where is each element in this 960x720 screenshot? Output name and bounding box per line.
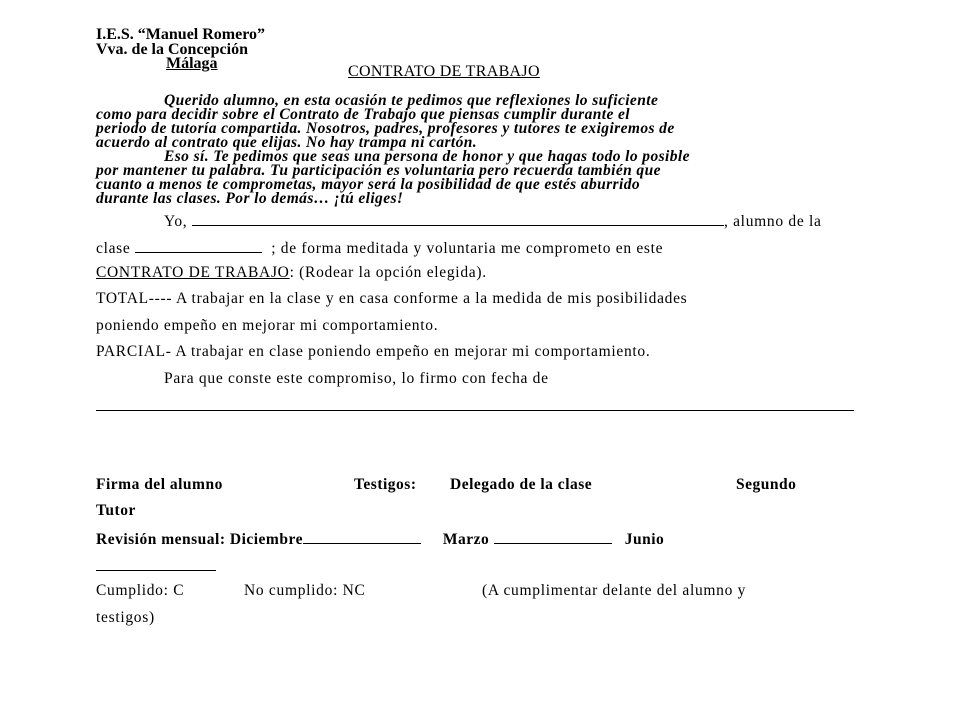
intro-line-4: acuerdo al contrato que elijas. No hay trampa ni cartón. bbox=[96, 134, 478, 151]
rodear-text: : (Rodear la opción elegida). bbox=[289, 264, 487, 281]
no-cumplido-label: No cumplido: NC bbox=[244, 582, 366, 599]
yo-label: Yo, bbox=[164, 213, 188, 230]
total-label[interactable]: TOTAL bbox=[96, 290, 149, 307]
segundo-label: Segundo bbox=[736, 476, 797, 493]
parcial-text: - A trabajar en clase poniendo empeño en mejorar mi comportamiento. bbox=[165, 343, 651, 360]
name-line bbox=[164, 212, 822, 230]
cumplimentar-text: (A cumplimentar delante del alumno y bbox=[482, 582, 747, 599]
firma-alumno-label: Firma del alumno bbox=[96, 476, 223, 493]
city-name: Málaga bbox=[166, 55, 218, 72]
student-name-field[interactable] bbox=[192, 212, 724, 226]
intro-line-8: durante las clases. Por lo demás… ¡tú eliges! bbox=[96, 190, 404, 207]
testigos-close-text: testigos) bbox=[96, 609, 155, 626]
marzo-field[interactable] bbox=[494, 530, 612, 544]
intro-line-7: cuanto a menos te comprometas, mayor será la posibilidad de que estés aburrido bbox=[96, 176, 640, 193]
total-text: ---- A trabajar en la clase y en casa conforme a la medida de mis posibilidades bbox=[148, 290, 688, 307]
contract-label: CONTRATO DE TRABAJO bbox=[96, 264, 290, 281]
junio-label: Junio bbox=[624, 531, 665, 548]
total-text-cont: poniendo empeño en mejorar mi comportamiento. bbox=[96, 317, 439, 334]
marzo-label: Marzo bbox=[442, 531, 490, 548]
testigos-label: Testigos: bbox=[354, 476, 417, 493]
town-name: Vva. de la Concepción bbox=[96, 41, 248, 58]
clase-label: clase bbox=[96, 240, 131, 257]
junio-field-line bbox=[96, 557, 216, 576]
intro-line-5: Eso sí. Te pedimos que seas una persona de honor y que hagas todo lo posible bbox=[164, 148, 690, 165]
revision-label: Revisión mensual: Diciembre bbox=[96, 531, 303, 548]
junio-field[interactable] bbox=[96, 557, 216, 571]
intro-line-2: como para decidir sobre el Contrato de Trabajo que piensas cumplir durante el bbox=[96, 106, 630, 123]
school-name: I.E.S. “Manuel Romero” bbox=[96, 26, 266, 43]
intro-line-3: periodo de tutoría compartida. Nosotros, padres, profesores y tutores te exigiremos de bbox=[96, 120, 675, 137]
revision-line bbox=[96, 530, 664, 548]
compromiso-text: ; de forma meditada y voluntaria me comprometo en este bbox=[271, 240, 664, 257]
intro-line-6: por mantener tu palabra. Tu participación es voluntaria pero recuerda también que bbox=[96, 162, 661, 179]
cumplido-label: Cumplido: C bbox=[96, 582, 185, 599]
contract-line bbox=[96, 265, 487, 281]
tutor-label: Tutor bbox=[96, 502, 136, 519]
date-field[interactable] bbox=[96, 410, 854, 411]
diciembre-field[interactable] bbox=[303, 530, 421, 544]
conste-text: Para que conste este compromiso, lo firmo con fecha de bbox=[164, 370, 549, 387]
document-title: CONTRATO DE TRABAJO bbox=[348, 63, 540, 80]
class-line bbox=[96, 239, 663, 257]
intro-line-1: Querido alumno, en esta ocasión te pedimos que reflexiones lo suficiente bbox=[164, 92, 659, 109]
class-field[interactable] bbox=[135, 239, 262, 253]
option-parcial[interactable] bbox=[96, 344, 650, 360]
option-total[interactable] bbox=[96, 291, 687, 307]
delegado-label: Delegado de la clase bbox=[450, 476, 593, 493]
alumno-label: , alumno de la bbox=[723, 213, 822, 230]
parcial-label[interactable]: PARCIAL bbox=[96, 343, 166, 360]
